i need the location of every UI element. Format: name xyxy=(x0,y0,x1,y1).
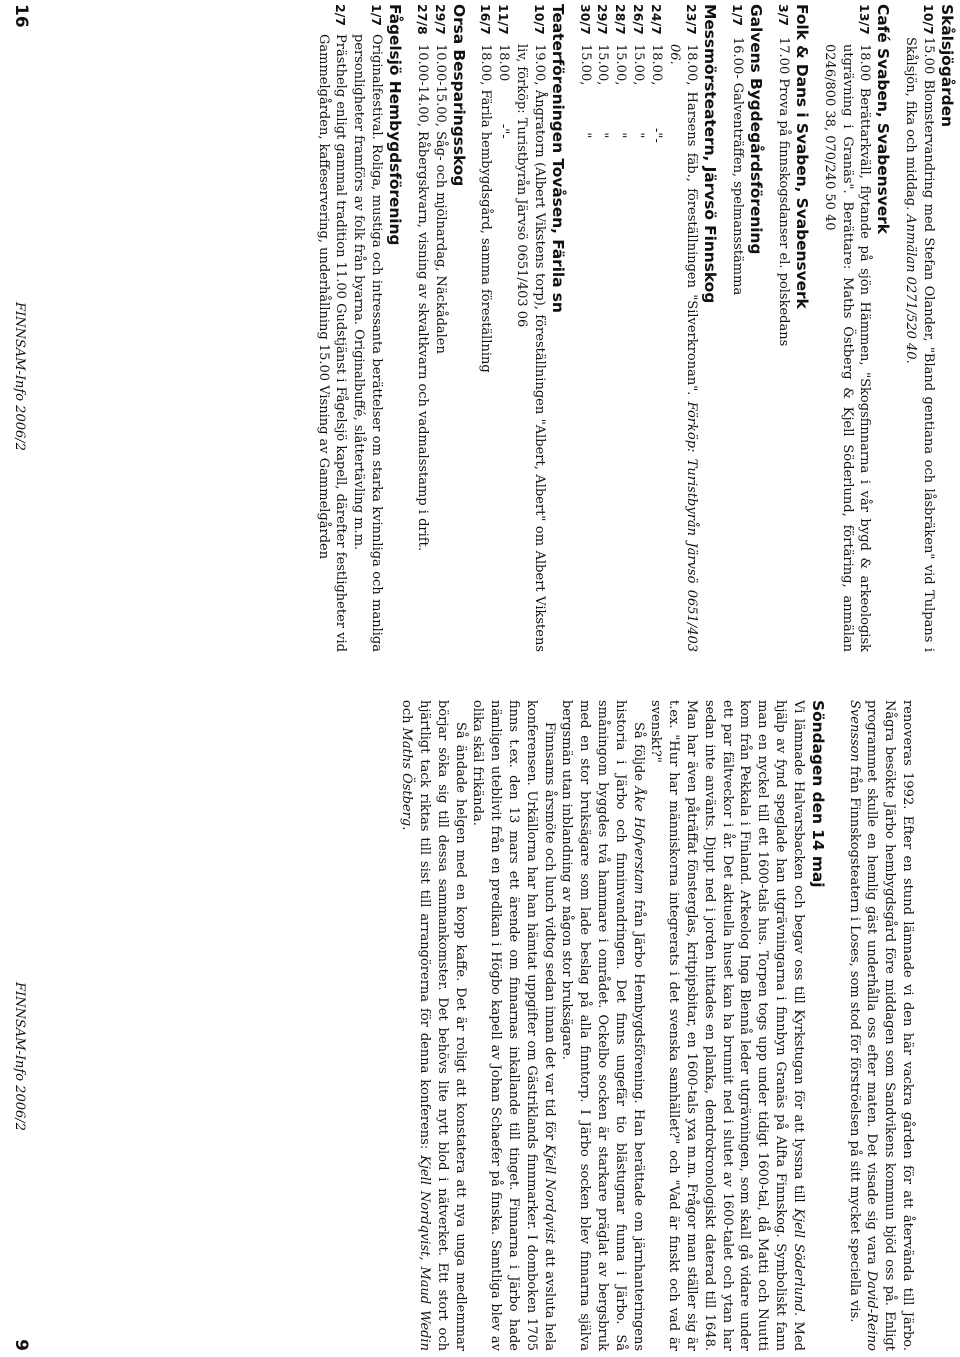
event-text: 18.00, Färila hembygdsgård, samma föreställning xyxy=(478,44,494,373)
page-footer: FINNSAM-Info 2006/2 xyxy=(12,982,27,1131)
event-text: 15.00, xyxy=(613,44,629,86)
event-date: 3/7 xyxy=(776,4,792,26)
event-date: 1/7 xyxy=(369,4,385,26)
event-date: 1/7 xyxy=(730,4,746,26)
event-date: 30/7 xyxy=(577,4,593,35)
event-text: 16.00- Galventräffen, spelmansstämma xyxy=(730,37,746,296)
ditto-mark: " xyxy=(577,132,593,139)
page-number: 9 xyxy=(11,1339,31,1351)
event-date: 10/7 xyxy=(531,4,547,35)
event-date: 26/7 xyxy=(631,4,647,35)
section-heading: Folk & Dans i Svaben, Svabensverk xyxy=(793,4,812,309)
page-footer: FINNSAM-Info 2006/2 xyxy=(12,302,27,451)
event-date: 27/8 xyxy=(414,4,430,35)
event-entry xyxy=(477,4,495,652)
body-paragraph xyxy=(397,700,468,1351)
left-page xyxy=(0,0,960,678)
event-text: 15.00, xyxy=(577,44,593,86)
section-skalsjogarden xyxy=(901,4,956,652)
paragraph-text: . Med hjälp av fynd speglade han utgrävningarna i finnbyn Granäs på Alfta Finnskog. Symboliskt fann man en nyckel till ett 1600-tals hus. Torpen togs upp under tidigt 1600-tal, då Matti och Nuutti kom från Pekkala i Finland. Arkeolog Inga Blennå leder utgrävningen, som skall gå vidare under ett par fältveckor i år. Det aktuella huset kan ha brunnit ned i slutet av 1600-talet och ytan har sedan inte använts. Djupt ned i jorden hittades en planka, dendrokronologiskt daterad till 1648. Man har även påträffat fönsterglas, kritpipsbitar, en 1600-tals yxa m.m. Frågor man ställer sig är t.ex. "Hur har människorna integrerats i det svenska samhället?" och "Vad är finskt och vad är svenskt?" xyxy=(648,700,806,1351)
section-messmorsteatern xyxy=(576,4,720,652)
body-paragraph xyxy=(469,700,558,1351)
event-text: Originalfestival. Roliga, mustiga och intressanta berättelser om starka kvinnliga och manliga personligheter framförs av folk från byarna. Originalbuffé, slåttertävling m.m. xyxy=(351,34,385,652)
ditto-mark: " xyxy=(631,132,647,139)
section-orsa xyxy=(413,4,468,652)
event-text: 10.00-15.00, Såg- och mjölnardag, Näckådalen xyxy=(432,44,448,354)
paragraph-end: . xyxy=(399,826,415,831)
section-heading: Café Svaben, Svabensverk xyxy=(874,4,893,234)
event-date: 11/7 xyxy=(496,4,512,35)
section-galvens xyxy=(728,4,765,652)
event-text: 15.00, xyxy=(595,44,611,86)
event-entry xyxy=(349,4,385,652)
event-entry xyxy=(611,4,629,652)
event-entry xyxy=(494,4,512,652)
speaker-name: Kjell Nordqvist xyxy=(541,1144,557,1245)
event-entry xyxy=(512,4,548,652)
event-date: 23/7 xyxy=(684,4,700,35)
event-date: 10/7 xyxy=(921,4,936,35)
ditto-mark: " xyxy=(613,132,629,139)
body-paragraph xyxy=(647,700,807,1351)
section-heading: Galvens Bygdegårdsförening xyxy=(747,4,766,255)
event-text: Prästhelg enligt gammal tradition 11.00 Gudstjänst i Fågelsjö kapell, därefter festligheter vid Gammelgården, kaffeservering, underhållning 15.00 Visning av Gammelgården xyxy=(315,34,349,652)
event-entry xyxy=(314,4,350,652)
section-heading: Messmörsteatern, Järvsö Finnskog xyxy=(701,4,720,304)
event-date: 29/7 xyxy=(432,4,448,35)
event-date: 16/7 xyxy=(478,4,494,35)
event-date: 13/7 xyxy=(857,4,873,35)
section-heading: Fågelsjö Hembygdsförening xyxy=(386,4,405,246)
event-entry xyxy=(774,4,792,652)
section-heading: Orsa Besparingsskog xyxy=(449,4,468,187)
event-text: 18.00 xyxy=(496,44,512,82)
event-entry xyxy=(594,4,612,652)
right-page xyxy=(0,678,960,1357)
event-date: 29/7 xyxy=(595,4,611,35)
event-date: 2/7 xyxy=(333,4,349,26)
ditto-mark: " xyxy=(595,132,611,139)
organizer-name: Maths Östberg xyxy=(399,727,415,827)
body-paragraph xyxy=(558,700,647,1351)
event-note: Anmälan 0271/520 40. xyxy=(903,214,919,364)
paragraph-text: från Järbo Hembygdsförening. Han berättade om järnhanteringens historia i Järbo och finninvandringen. Det finns ungefär tio blästugnar funna i Järbo. Så småningom byggdes två hammare i området. Ockelbo socken är starkare präglat av bergsbruk med en stor bruksägare som lade beslag på alla finntorp. I Järbo socken blev finnarna själva bergsmän utan inblandning av någon stor bruksägare. xyxy=(559,700,646,1352)
event-text: 18.00, Harsens fäb., föreställningen "Silverkronan". xyxy=(684,44,700,396)
section-heading: Teaterföreningen Tovåsen, Färila sn xyxy=(548,4,567,313)
event-entry xyxy=(647,4,665,652)
intro-text: renoveras 1992. Efter en stund lämnade vi den här vackra gården för att återvända till Järbo. Några besökte Järbo hembygdsgård före middagen som Sandvikens kommun bjöd oss på. Enligt programmet skulle en hemlig gäst underhålla oss efter maten. Det visade sig vara xyxy=(864,700,915,1351)
event-entry xyxy=(728,4,746,652)
event-note: Förköp: Turistbyrån Järvsö 0651/403 06. xyxy=(666,44,700,653)
paragraph-text: Vi lämnade Halvarsbacken och begav oss till Kyrkstugan för att lyssna till xyxy=(790,700,806,1203)
event-text: 18.00, xyxy=(648,44,664,86)
speaker-name: Åke Hofverstam xyxy=(630,786,646,895)
event-entry xyxy=(901,4,937,652)
event-date: 28/7 xyxy=(613,4,629,35)
event-text: 10.00-14.00, Råbergskvarn, visning av skvaltkvarn och vadmalsstamp i drift. xyxy=(414,44,430,551)
paragraph-text: Så följde xyxy=(630,722,646,782)
event-entry xyxy=(629,4,647,652)
paragraph-text: att avsluta hela konferensen. Urkällorna har han hämtat uppgifter om Gästriklands finnmarker. I domboken 1705 finns t.ex. den 13 mars ett ärende om finnarnas inkallande till tinget. Finnarna i Järbo hade nämligen uteblivit från en predikan i Högbo kapell av Johan Schaefer på finska. Samtliga blev av olika skäl frikända. xyxy=(470,700,557,1351)
ditto-mark: -"- xyxy=(648,127,664,143)
section-fagelsjo xyxy=(314,4,404,652)
event-entry xyxy=(820,4,873,652)
event-text: 15.00 Blomstervandring med Stefan Olander, "Bland gentiana och låsbräken" vid Tulpans i Skålsjön, fika och middag. xyxy=(903,37,936,652)
event-text: 15.00, xyxy=(631,44,647,86)
paragraph-text: Så ändade helgen med en kopp kaffe. Det är roligt att konstatera att nya unga medlemmar börjar söka sig till dessa sammankomster. Det behövs lite nytt blod i nätverket. Ett stort och hjärtligt tack riktas till sist till arrangörerna för denna konferens: xyxy=(417,700,468,1351)
paragraph-text: Finnsams årsmöte och lunch vidtog sedan innan det var tid för xyxy=(541,722,557,1140)
intro-paragraph xyxy=(845,700,916,1351)
section-cafe-svaben xyxy=(820,4,892,652)
article-heading: Söndagen den 14 maj xyxy=(808,700,827,888)
intro-end: från Finnskogsteatern i Loses, som stod för förströelsen på sitt mycket speciella vis. xyxy=(846,766,862,1323)
event-text: 18.00 Berättarkväll, flytande på sjön Hämmen, "Skogsfinnarna i vår bygd & arkeologisk utgrävning i Granäs". Berättare: Maths Östberg & Kjell Söderlund, förtäring, anmälan 0246/800 38, 070/240 50 40 xyxy=(821,44,873,652)
section-folk-dans xyxy=(774,4,811,652)
speaker-name: Kjell Söderlund xyxy=(790,1208,806,1312)
conjunction: och xyxy=(399,700,415,724)
ditto-mark: -"- xyxy=(496,123,512,139)
section-heading: Skålsjögården xyxy=(938,4,956,127)
event-text: 19.00, Ångratorn (Albert Vikstens torp), föreställningen "Albert, Albert" om Albert Vikstens liv, förköp: Turistbyrån Järvsö 0651/403 06 xyxy=(514,44,547,652)
page-number: 16 xyxy=(11,4,31,28)
event-entry xyxy=(413,4,431,652)
section-tovasen xyxy=(477,4,567,652)
event-entry xyxy=(431,4,449,652)
guest-name: David-Reino Svensson xyxy=(846,700,880,1351)
event-entry xyxy=(576,4,594,652)
event-entry xyxy=(665,4,701,652)
event-text: 17.00 Prova på finnskogsdanser el. polskedans xyxy=(776,37,792,347)
organizer-names: Kjell Nordqvist, Maud Wedin xyxy=(417,1155,433,1352)
event-date: 24/7 xyxy=(648,4,664,35)
